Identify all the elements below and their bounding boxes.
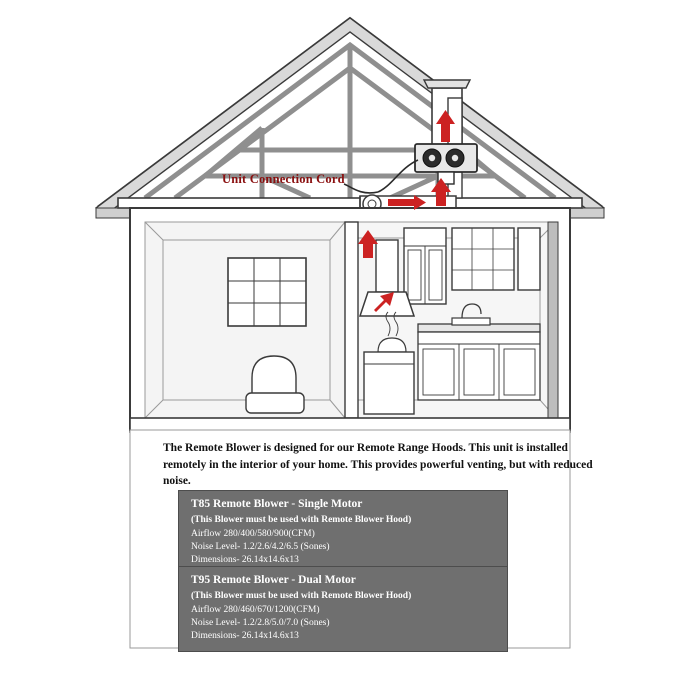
- base-cabinets: [418, 332, 540, 400]
- spec-card-t95: [178, 566, 508, 652]
- roof-group: [96, 18, 604, 218]
- remote-blower-description: The Remote Blower is designed for our Remote Range Hoods. This unit is installed remotely in the interior of your home. This provides powerful venting, but with reduced noise.: [163, 442, 593, 488]
- blower-hub-right: [452, 155, 458, 161]
- roof-eave-left: [96, 208, 130, 218]
- spec-subtitle-t85: (This Blower must be used with Remote Blower Hood): [191, 514, 412, 525]
- spec-dimensions-t85: Dimensions- 26.14x14.6x13: [191, 555, 299, 566]
- spec-card-t85: [178, 490, 508, 576]
- sink-basin: [452, 318, 490, 325]
- window-left-room: [228, 258, 306, 326]
- spec-title-t85: T85 Remote Blower - Single Motor: [191, 498, 363, 510]
- attic-trusses: [145, 45, 555, 198]
- spec-airflow-t95: Airflow 280/460/670/1200(CFM): [191, 604, 320, 615]
- spec-airflow-t85: Airflow 280/400/580/900(CFM): [191, 528, 315, 539]
- vent-cap: [424, 80, 470, 88]
- blower-hub-left: [429, 155, 435, 161]
- window-frame: [228, 258, 306, 326]
- cooking-pot: [378, 338, 406, 352]
- attic-floor: [118, 198, 582, 208]
- spec-subtitle-t95: (This Blower must be used with Remote Blower Hood): [191, 590, 412, 601]
- spec-title-t95: T95 Remote Blower - Dual Motor: [191, 574, 356, 586]
- sofa-seat: [246, 393, 304, 413]
- spec-noise-t85: Noise Level- 1.2/2.6/4.2/6.5 (Sones): [191, 541, 330, 552]
- unit-connection-cord-label: Unit Connection Cord: [222, 172, 345, 186]
- hood-chimney: [376, 240, 398, 292]
- spec-noise-t95: Noise Level- 1.2/2.8/5.0/7.0 (Sones): [191, 617, 330, 628]
- exterior-wall-band-right: [548, 222, 558, 422]
- partition-wall: [345, 222, 358, 418]
- roof-eave-right: [570, 208, 604, 218]
- cabinet-upper-right: [518, 228, 540, 290]
- spec-dimensions-t95: Dimensions- 26.14x14.6x13: [191, 631, 299, 642]
- duct-damper-inner: [368, 200, 376, 208]
- range-base: [364, 352, 414, 414]
- cabinet-glass-front: [452, 228, 514, 290]
